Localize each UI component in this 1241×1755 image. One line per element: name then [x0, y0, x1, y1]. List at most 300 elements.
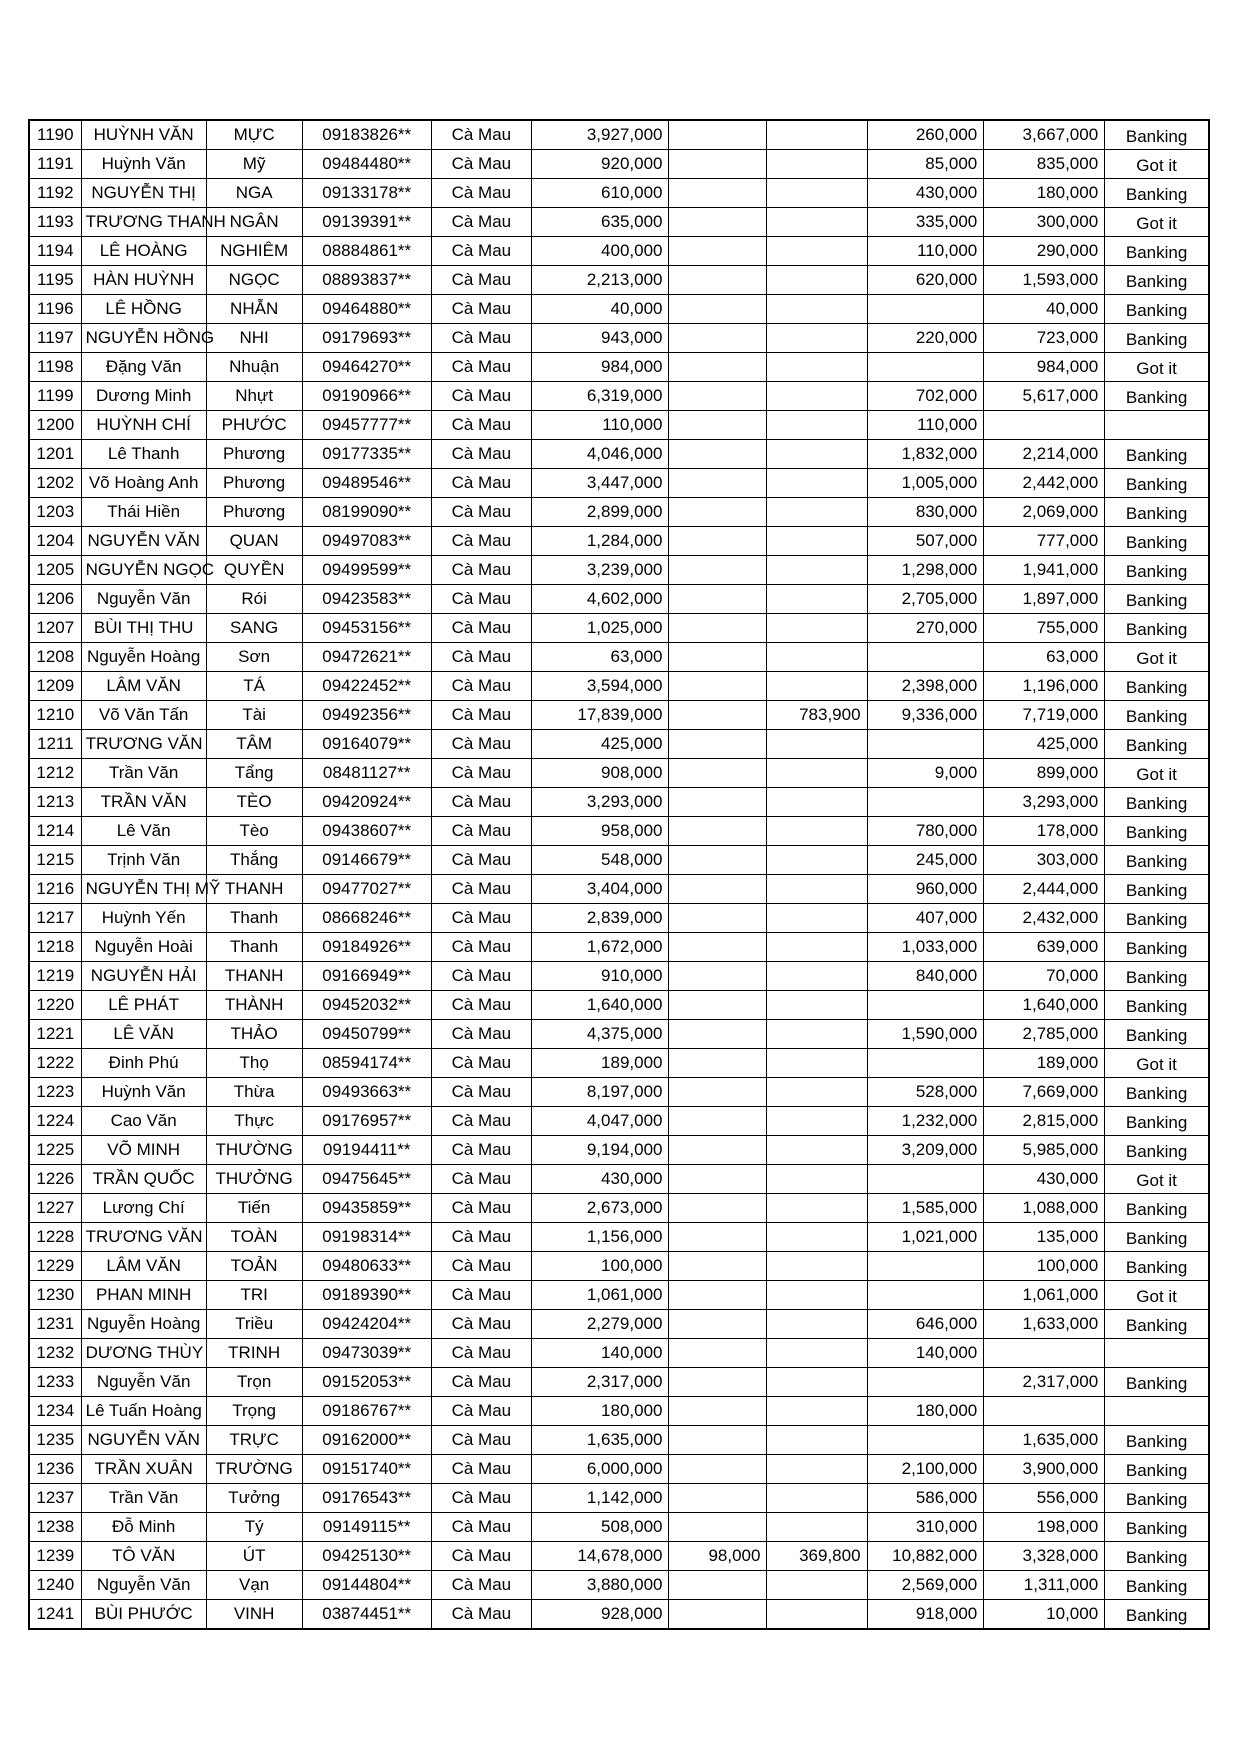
- cell-col-b: [767, 962, 867, 991]
- table-row: [29, 1542, 1209, 1571]
- cell-no: 1200: [29, 411, 81, 440]
- cell-col-a: [669, 1281, 767, 1310]
- cell-remaining: 430,000: [984, 1165, 1105, 1194]
- cell-payment: Banking: [1105, 498, 1209, 527]
- cell-total: 610,000: [531, 179, 669, 208]
- cell-col-b: [767, 1223, 867, 1252]
- cell-col-c: 528,000: [867, 1078, 984, 1107]
- cell-province: Cà Mau: [431, 1049, 531, 1078]
- cell-province: Cà Mau: [431, 1194, 531, 1223]
- cell-surname: VÕ MINH: [81, 1136, 206, 1165]
- table-row: [29, 498, 1209, 527]
- cell-phone: 09186767**: [302, 1397, 431, 1426]
- cell-col-c: [867, 643, 984, 672]
- cell-col-c: [867, 1426, 984, 1455]
- cell-province: Cà Mau: [431, 759, 531, 788]
- cell-remaining: [984, 411, 1105, 440]
- cell-payment: Banking: [1105, 1310, 1209, 1339]
- cell-surname: Lê Văn: [81, 817, 206, 846]
- cell-total: 9,194,000: [531, 1136, 669, 1165]
- cell-province: Cà Mau: [431, 382, 531, 411]
- table-row: [29, 1455, 1209, 1484]
- cell-total: 100,000: [531, 1252, 669, 1281]
- cell-no: 1240: [29, 1571, 81, 1600]
- cell-no: 1192: [29, 179, 81, 208]
- cell-payment: Banking: [1105, 1194, 1209, 1223]
- cell-given-name: Nhựt: [206, 382, 302, 411]
- cell-payment: Got it: [1105, 643, 1209, 672]
- cell-col-a: [669, 1049, 767, 1078]
- cell-given-name: THANH: [206, 875, 302, 904]
- cell-province: Cà Mau: [431, 585, 531, 614]
- cell-total: 110,000: [531, 411, 669, 440]
- cell-phone: 09464270**: [302, 353, 431, 382]
- cell-given-name: Trọn: [206, 1368, 302, 1397]
- cell-total: 3,447,000: [531, 469, 669, 498]
- cell-province: Cà Mau: [431, 962, 531, 991]
- cell-surname: Cao Văn: [81, 1107, 206, 1136]
- cell-surname: Thái Hiền: [81, 498, 206, 527]
- cell-surname: NGUYỄN VĂN: [81, 1426, 206, 1455]
- cell-phone: 09149115**: [302, 1513, 431, 1542]
- cell-payment: Banking: [1105, 440, 1209, 469]
- cell-no: 1233: [29, 1368, 81, 1397]
- table-row: [29, 759, 1209, 788]
- cell-remaining: 984,000: [984, 353, 1105, 382]
- cell-province: Cà Mau: [431, 295, 531, 324]
- cell-total: 2,279,000: [531, 1310, 669, 1339]
- cell-province: Cà Mau: [431, 1339, 531, 1368]
- cell-given-name: Thắng: [206, 846, 302, 875]
- table-row: [29, 846, 1209, 875]
- cell-payment: Banking: [1105, 1136, 1209, 1165]
- cell-col-a: [669, 120, 767, 150]
- cell-no: 1191: [29, 150, 81, 179]
- cell-no: 1221: [29, 1020, 81, 1049]
- cell-given-name: TRỰC: [206, 1426, 302, 1455]
- cell-payment: Got it: [1105, 759, 1209, 788]
- cell-col-b: [767, 411, 867, 440]
- cell-col-a: [669, 1600, 767, 1630]
- cell-province: Cà Mau: [431, 411, 531, 440]
- cell-total: 928,000: [531, 1600, 669, 1630]
- cell-payment: Banking: [1105, 1600, 1209, 1630]
- cell-surname: TRƯƠNG THANH: [81, 208, 206, 237]
- cell-surname: HUỲNH VĂN: [81, 120, 206, 150]
- cell-surname: BÙI THỊ THU: [81, 614, 206, 643]
- cell-remaining: 10,000: [984, 1600, 1105, 1630]
- cell-no: 1216: [29, 875, 81, 904]
- cell-payment: Banking: [1105, 730, 1209, 759]
- cell-total: 189,000: [531, 1049, 669, 1078]
- cell-col-a: [669, 1310, 767, 1339]
- cell-no: 1231: [29, 1310, 81, 1339]
- cell-no: 1222: [29, 1049, 81, 1078]
- cell-province: Cà Mau: [431, 730, 531, 759]
- table-row: [29, 295, 1209, 324]
- table-row: [29, 614, 1209, 643]
- cell-surname: NGUYỄN NGỌC: [81, 556, 206, 585]
- cell-phone: 09190966**: [302, 382, 431, 411]
- cell-province: Cà Mau: [431, 1281, 531, 1310]
- cell-col-b: [767, 150, 867, 179]
- cell-col-c: 620,000: [867, 266, 984, 295]
- cell-surname: LÂM VĂN: [81, 672, 206, 701]
- cell-total: 1,061,000: [531, 1281, 669, 1310]
- cell-payment: Banking: [1105, 1223, 1209, 1252]
- cell-remaining: 1,088,000: [984, 1194, 1105, 1223]
- cell-col-a: [669, 991, 767, 1020]
- cell-total: 920,000: [531, 150, 669, 179]
- cell-col-a: [669, 1136, 767, 1165]
- cell-phone: 09177335**: [302, 440, 431, 469]
- cell-total: 425,000: [531, 730, 669, 759]
- table-row: [29, 440, 1209, 469]
- cell-remaining: 135,000: [984, 1223, 1105, 1252]
- cell-col-c: 9,000: [867, 759, 984, 788]
- cell-total: 943,000: [531, 324, 669, 353]
- cell-remaining: 7,669,000: [984, 1078, 1105, 1107]
- cell-surname: Lê Tuấn Hoàng: [81, 1397, 206, 1426]
- cell-col-a: [669, 875, 767, 904]
- cell-given-name: Triều: [206, 1310, 302, 1339]
- cell-phone: 09166949**: [302, 962, 431, 991]
- cell-col-c: 110,000: [867, 237, 984, 266]
- cell-province: Cà Mau: [431, 1310, 531, 1339]
- cell-phone: 09144804**: [302, 1571, 431, 1600]
- table-row: [29, 1339, 1209, 1368]
- cell-no: 1209: [29, 672, 81, 701]
- cell-province: Cà Mau: [431, 266, 531, 295]
- cell-no: 1198: [29, 353, 81, 382]
- cell-no: 1201: [29, 440, 81, 469]
- cell-col-b: [767, 1513, 867, 1542]
- cell-surname: TRẦN QUỐC: [81, 1165, 206, 1194]
- cell-col-a: [669, 730, 767, 759]
- cell-payment: Banking: [1105, 788, 1209, 817]
- cell-col-b: [767, 556, 867, 585]
- cell-phone: 09152053**: [302, 1368, 431, 1397]
- cell-given-name: THẢO: [206, 1020, 302, 1049]
- table-row: [29, 701, 1209, 730]
- cell-total: 4,375,000: [531, 1020, 669, 1049]
- cell-payment: Banking: [1105, 324, 1209, 353]
- cell-total: 3,239,000: [531, 556, 669, 585]
- cell-surname: NGUYỄN THỊ: [81, 179, 206, 208]
- cell-remaining: 3,293,000: [984, 788, 1105, 817]
- cell-col-b: [767, 643, 867, 672]
- cell-col-c: 918,000: [867, 1600, 984, 1630]
- cell-surname: Huỳnh Văn: [81, 1078, 206, 1107]
- cell-surname: NGUYỄN VĂN: [81, 527, 206, 556]
- cell-col-b: [767, 846, 867, 875]
- table-row: [29, 1165, 1209, 1194]
- cell-given-name: Tiến: [206, 1194, 302, 1223]
- cell-col-b: [767, 527, 867, 556]
- cell-col-b: [767, 382, 867, 411]
- cell-col-c: 780,000: [867, 817, 984, 846]
- cell-col-b: [767, 208, 867, 237]
- cell-total: 4,602,000: [531, 585, 669, 614]
- cell-payment: Banking: [1105, 1426, 1209, 1455]
- table-row: [29, 1368, 1209, 1397]
- cell-col-b: [767, 469, 867, 498]
- cell-col-a: [669, 846, 767, 875]
- cell-remaining: 180,000: [984, 179, 1105, 208]
- cell-given-name: Tưởng: [206, 1484, 302, 1513]
- cell-province: Cà Mau: [431, 556, 531, 585]
- cell-phone: 09189390**: [302, 1281, 431, 1310]
- cell-phone: 09425130**: [302, 1542, 431, 1571]
- cell-no: 1214: [29, 817, 81, 846]
- cell-col-a: [669, 1339, 767, 1368]
- cell-surname: Nguyễn Văn: [81, 1368, 206, 1397]
- cell-col-c: 220,000: [867, 324, 984, 353]
- cell-province: Cà Mau: [431, 469, 531, 498]
- cell-remaining: 1,640,000: [984, 991, 1105, 1020]
- cell-given-name: NHI: [206, 324, 302, 353]
- cell-col-c: 9,336,000: [867, 701, 984, 730]
- cell-province: Cà Mau: [431, 1455, 531, 1484]
- cell-surname: Võ Văn Tấn: [81, 701, 206, 730]
- cell-remaining: 2,432,000: [984, 904, 1105, 933]
- cell-phone: 03874451**: [302, 1600, 431, 1630]
- cell-col-b: [767, 1136, 867, 1165]
- cell-total: 958,000: [531, 817, 669, 846]
- cell-remaining: 189,000: [984, 1049, 1105, 1078]
- cell-total: 3,594,000: [531, 672, 669, 701]
- cell-given-name: Phương: [206, 469, 302, 498]
- cell-phone: 09472621**: [302, 643, 431, 672]
- table-row: [29, 382, 1209, 411]
- cell-given-name: NGÂN: [206, 208, 302, 237]
- cell-phone: 09489546**: [302, 469, 431, 498]
- cell-payment: Banking: [1105, 1107, 1209, 1136]
- cell-given-name: TRƯỜNG: [206, 1455, 302, 1484]
- cell-phone: 09176543**: [302, 1484, 431, 1513]
- cell-payment: Banking: [1105, 1368, 1209, 1397]
- cell-col-b: [767, 614, 867, 643]
- cell-col-a: [669, 962, 767, 991]
- cell-given-name: THƯỜNG: [206, 1136, 302, 1165]
- cell-col-a: [669, 440, 767, 469]
- cell-payment: Banking: [1105, 266, 1209, 295]
- cell-province: Cà Mau: [431, 643, 531, 672]
- cell-no: 1236: [29, 1455, 81, 1484]
- cell-col-c: 1,232,000: [867, 1107, 984, 1136]
- cell-total: 17,839,000: [531, 701, 669, 730]
- cell-surname: DƯƠNG THÙY: [81, 1339, 206, 1368]
- cell-col-a: [669, 179, 767, 208]
- cell-given-name: Sơn: [206, 643, 302, 672]
- cell-col-b: [767, 1571, 867, 1600]
- cell-col-a: [669, 1078, 767, 1107]
- cell-total: 4,047,000: [531, 1107, 669, 1136]
- cell-total: 908,000: [531, 759, 669, 788]
- cell-surname: Đỗ Minh: [81, 1513, 206, 1542]
- cell-province: Cà Mau: [431, 788, 531, 817]
- cell-col-c: 586,000: [867, 1484, 984, 1513]
- cell-given-name: THÀNH: [206, 991, 302, 1020]
- table-row: [29, 556, 1209, 585]
- cell-no: 1232: [29, 1339, 81, 1368]
- cell-remaining: 1,311,000: [984, 1571, 1105, 1600]
- table-row: [29, 904, 1209, 933]
- cell-col-b: [767, 1339, 867, 1368]
- cell-given-name: Mỹ: [206, 150, 302, 179]
- cell-remaining: 40,000: [984, 295, 1105, 324]
- cell-given-name: Vạn: [206, 1571, 302, 1600]
- cell-surname: TRƯƠNG VĂN: [81, 730, 206, 759]
- cell-col-c: 245,000: [867, 846, 984, 875]
- cell-remaining: 2,815,000: [984, 1107, 1105, 1136]
- cell-col-a: [669, 817, 767, 846]
- table-row: [29, 324, 1209, 353]
- cell-payment: Banking: [1105, 527, 1209, 556]
- cell-remaining: 1,897,000: [984, 585, 1105, 614]
- cell-given-name: Trọng: [206, 1397, 302, 1426]
- cell-phone: 09139391**: [302, 208, 431, 237]
- cell-province: Cà Mau: [431, 179, 531, 208]
- cell-col-b: [767, 1252, 867, 1281]
- cell-no: 1217: [29, 904, 81, 933]
- cell-phone: 09450799**: [302, 1020, 431, 1049]
- cell-phone: 08199090**: [302, 498, 431, 527]
- cell-col-b: [767, 120, 867, 150]
- cell-remaining: 5,617,000: [984, 382, 1105, 411]
- cell-no: 1220: [29, 991, 81, 1020]
- cell-remaining: [984, 1339, 1105, 1368]
- cell-col-c: 960,000: [867, 875, 984, 904]
- cell-col-a: [669, 208, 767, 237]
- table-row: [29, 991, 1209, 1020]
- cell-payment: Got it: [1105, 1165, 1209, 1194]
- cell-no: 1212: [29, 759, 81, 788]
- cell-phone: 09499599**: [302, 556, 431, 585]
- cell-given-name: NHẪN: [206, 295, 302, 324]
- cell-given-name: Thừa: [206, 1078, 302, 1107]
- cell-phone: 09420924**: [302, 788, 431, 817]
- cell-remaining: 1,061,000: [984, 1281, 1105, 1310]
- cell-surname: LÊ VĂN: [81, 1020, 206, 1049]
- cell-col-b: [767, 817, 867, 846]
- cell-given-name: Phương: [206, 498, 302, 527]
- cell-no: 1203: [29, 498, 81, 527]
- cell-surname: NGUYỄN HỒNG: [81, 324, 206, 353]
- cell-col-c: 1,832,000: [867, 440, 984, 469]
- table-row: [29, 1194, 1209, 1223]
- cell-col-a: [669, 266, 767, 295]
- table-row: [29, 1513, 1209, 1542]
- cell-remaining: 1,593,000: [984, 266, 1105, 295]
- cell-given-name: QUYỀN: [206, 556, 302, 585]
- cell-col-b: 783,900: [767, 701, 867, 730]
- cell-col-c: 110,000: [867, 411, 984, 440]
- cell-col-a: [669, 1165, 767, 1194]
- cell-col-b: [767, 266, 867, 295]
- cell-total: 2,213,000: [531, 266, 669, 295]
- cell-col-c: 1,298,000: [867, 556, 984, 585]
- cell-payment: Banking: [1105, 1542, 1209, 1571]
- cell-col-c: 310,000: [867, 1513, 984, 1542]
- cell-col-b: [767, 759, 867, 788]
- cell-total: 400,000: [531, 237, 669, 266]
- cell-province: Cà Mau: [431, 1223, 531, 1252]
- cell-col-b: [767, 179, 867, 208]
- cell-phone: 08481127**: [302, 759, 431, 788]
- table-row: [29, 933, 1209, 962]
- cell-given-name: PHƯỚC: [206, 411, 302, 440]
- cell-phone: 09480633**: [302, 1252, 431, 1281]
- cell-col-c: 10,882,000: [867, 1542, 984, 1571]
- cell-phone: 09435859**: [302, 1194, 431, 1223]
- cell-surname: Trịnh Văn: [81, 846, 206, 875]
- cell-payment: Banking: [1105, 1455, 1209, 1484]
- cell-province: Cà Mau: [431, 237, 531, 266]
- cell-remaining: 755,000: [984, 614, 1105, 643]
- cell-payment: Got it: [1105, 208, 1209, 237]
- cell-col-a: [669, 585, 767, 614]
- cell-remaining: 899,000: [984, 759, 1105, 788]
- cell-payment: Banking: [1105, 1020, 1209, 1049]
- cell-col-c: 1,021,000: [867, 1223, 984, 1252]
- cell-no: 1224: [29, 1107, 81, 1136]
- cell-surname: NGUYỄN HẢI: [81, 962, 206, 991]
- cell-col-c: 1,590,000: [867, 1020, 984, 1049]
- cell-surname: LÊ HOÀNG: [81, 237, 206, 266]
- cell-col-b: [767, 1194, 867, 1223]
- cell-total: 1,142,000: [531, 1484, 669, 1513]
- cell-no: 1229: [29, 1252, 81, 1281]
- cell-col-c: 840,000: [867, 962, 984, 991]
- cell-given-name: THANH: [206, 962, 302, 991]
- cell-remaining: 835,000: [984, 150, 1105, 179]
- cell-payment: Banking: [1105, 585, 1209, 614]
- cell-col-a: [669, 1223, 767, 1252]
- table-row: [29, 353, 1209, 382]
- table-row: [29, 1571, 1209, 1600]
- cell-surname: Nguyễn Hoàng: [81, 643, 206, 672]
- cell-total: 6,000,000: [531, 1455, 669, 1484]
- cell-phone: 09423583**: [302, 585, 431, 614]
- cell-remaining: 198,000: [984, 1513, 1105, 1542]
- cell-province: Cà Mau: [431, 933, 531, 962]
- table-body: [29, 120, 1209, 1629]
- table-row: [29, 1107, 1209, 1136]
- cell-col-a: [669, 701, 767, 730]
- cell-no: 1202: [29, 469, 81, 498]
- cell-col-b: [767, 585, 867, 614]
- cell-col-a: [669, 643, 767, 672]
- cell-total: 140,000: [531, 1339, 669, 1368]
- cell-remaining: 2,069,000: [984, 498, 1105, 527]
- cell-phone: 09438607**: [302, 817, 431, 846]
- cell-col-a: [669, 672, 767, 701]
- cell-no: 1238: [29, 1513, 81, 1542]
- cell-phone: 09184926**: [302, 933, 431, 962]
- cell-col-a: [669, 933, 767, 962]
- cell-phone: 09477027**: [302, 875, 431, 904]
- cell-remaining: 2,214,000: [984, 440, 1105, 469]
- cell-given-name: NGA: [206, 179, 302, 208]
- cell-total: 1,640,000: [531, 991, 669, 1020]
- cell-no: 1208: [29, 643, 81, 672]
- cell-no: 1205: [29, 556, 81, 585]
- cell-phone: 09452032**: [302, 991, 431, 1020]
- table-row: [29, 1281, 1209, 1310]
- cell-remaining: 723,000: [984, 324, 1105, 353]
- cell-remaining: 1,196,000: [984, 672, 1105, 701]
